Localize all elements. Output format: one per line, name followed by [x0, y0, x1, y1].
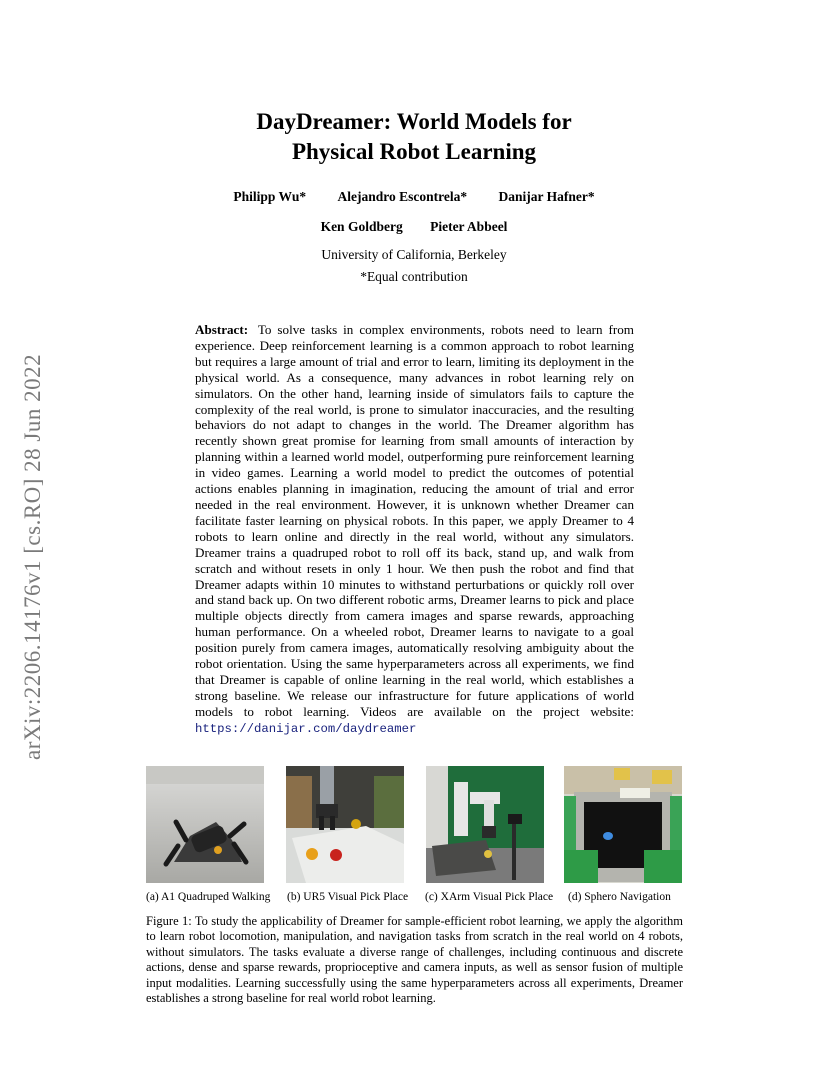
subcaption-c: (c) XArm Visual Pick Place	[425, 891, 554, 903]
author: Danijar Hafner*	[498, 189, 595, 204]
author: Pieter Abbeel	[430, 219, 508, 234]
figure-image-xarm-pick-place	[426, 766, 544, 883]
authors-row-1	[0, 189, 828, 205]
author: Ken Goldberg	[320, 219, 403, 234]
abstract	[195, 322, 634, 738]
subcaption-b: (b) UR5 Visual Pick Place	[287, 891, 409, 903]
subcaption-d: (d) Sphero Navigation	[568, 891, 671, 903]
figure-caption: Figure 1: To study the applicability of Dreamer for sample-efficient robot learning, we apply the algorithm to learn robot locomotion, manipulation, and navigation tasks from scratch in the real world on 4 robots, without simulators. The tasks evaluate a diverse range of challenges, including continuous and discrete actions, dense and sparse rewards, proprioceptive and camera inputs, as well as sensor fusion of multiple input modalities. Learning successfully using the same hyperparameters across all experiments, Dreamer establishes a strong baseline for real world robot learning.	[146, 914, 683, 1006]
paper-title	[0, 107, 828, 167]
author: Alejandro Escontrela*	[337, 189, 468, 204]
abstract-text: To solve tasks in complex environments, robots need to learn from experience. Deep reinforcement learning is a common approach to robot learning but requires a large amount of trial and error to learn, limiting its deployment in the physical world. As a consequence, many advances in robot learning rely on simulators. On the other hand, learning inside of simulators fails to capture the complexity of the real world, is prone to simulator inaccuracies, and the resulting behaviors do not adapt to changes in the world. The Dreamer algorithm has recently shown great promise for learning from small amounts of interaction by planning within a learned world model, outperforming pure reinforcement learning in video games. Learning a world model to predict the outcomes of potential actions enables planning in imagination, reducing the amount of trial and error needed in the real environment. However, it is unknown whether Dreamer can facilitate faster learning on physical robots. In this paper, we apply Dreamer to 4 robots to learn online and directly in the real world, without any simulators. Dreamer trains a quadruped robot to roll off its back, stand up, and walk from scratch and without resets in only 1 hour. We then push the robot and find that Dreamer adapts within 10 minutes to withstand perturbations or quickly roll over and stand back up. On two different robotic arms, Dreamer learns to pick and place multiple objects directly from camera images and sparse rewards, approaching human performance. On a wheeled robot, Dreamer learns to navigate to a goal position purely from camera images, automatically resolving ambiguity about the robot orientation. Using the same hyperparameters across all experiments, we find that Dreamer is capable of online learning in the real world, which establishes a strong baseline. We release our infrastructure for future applications of world models to robot learning. Videos are available on the project website:	[195, 322, 634, 719]
authors-row-2	[0, 219, 828, 235]
equal-contribution-note: *Equal contribution	[360, 269, 468, 284]
title-line-2: Physical Robot Learning	[291, 139, 537, 164]
figure-image-ur5-pick-place	[286, 766, 404, 883]
author: Philipp Wu*	[233, 189, 307, 204]
arxiv-identifier: arXiv:2206.14176v1 [cs.RO] 28 Jun 2022	[20, 353, 45, 760]
figure-image-sphero-navigation	[564, 766, 682, 883]
subcaption-a: (a) A1 Quadruped Walking	[146, 891, 271, 903]
project-website-link[interactable]: https://danijar.com/daydreamer	[195, 721, 417, 736]
title-line-1: DayDreamer: World Models for	[256, 109, 572, 134]
figure-image-a1-quadruped	[146, 766, 264, 883]
affiliation: University of California, Berkeley	[321, 247, 507, 262]
abstract-label: Abstract:	[195, 322, 249, 337]
